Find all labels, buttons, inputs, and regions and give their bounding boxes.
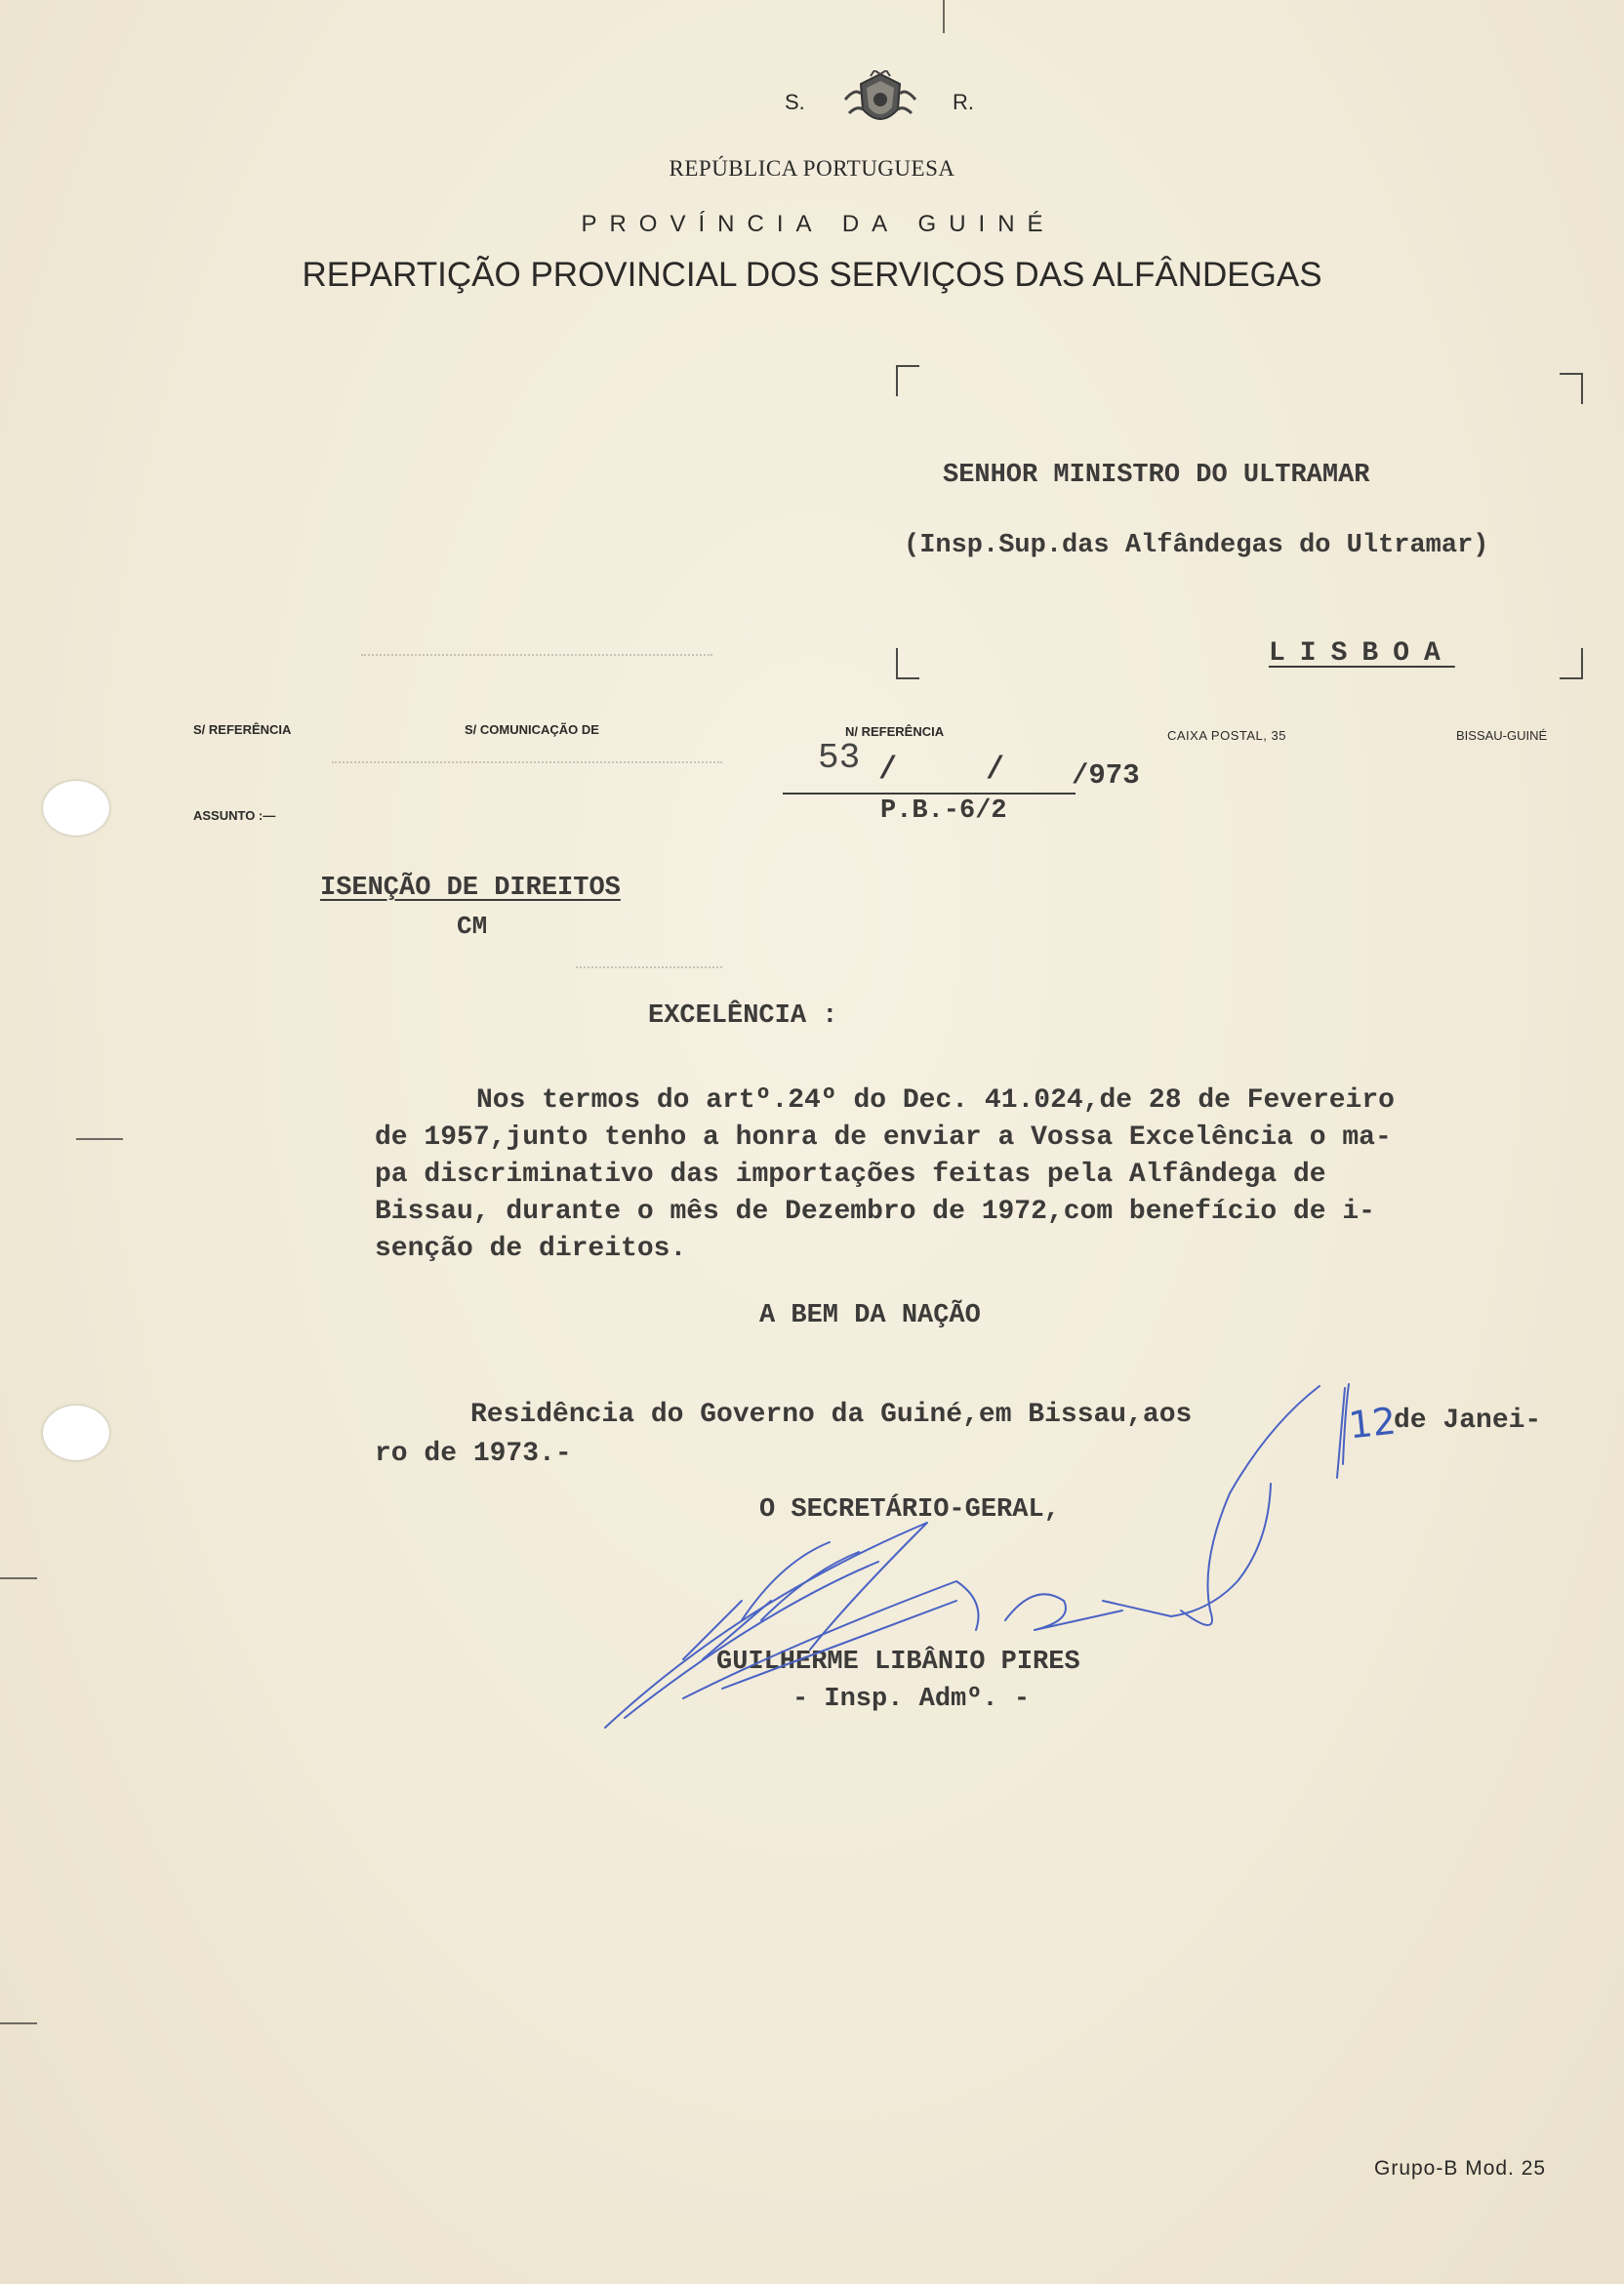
salutation: EXCELÊNCIA : bbox=[648, 1001, 838, 1031]
address-corner-bottom-left bbox=[896, 648, 919, 679]
signatory-position: - Insp. Admº. - bbox=[792, 1685, 1031, 1714]
fold-mark bbox=[943, 0, 945, 33]
label-caixa-postal: CAIXA POSTAL, 35 bbox=[1167, 728, 1286, 743]
header-r-letter: R. bbox=[953, 90, 974, 114]
body-line-3: pa discriminativo das importações feitas pela Alfândega de bbox=[375, 1160, 1326, 1190]
label-bissau-guine: BISSAU-GUINÉ bbox=[1456, 728, 1548, 743]
subject-line-1: ISENÇÃO DE DIREITOS bbox=[320, 874, 621, 903]
body-line-2: de 1957,junto tenho a honra de enviar a Vossa Excelência o ma- bbox=[375, 1122, 1392, 1153]
residence-line-2: ro de 1973.- bbox=[375, 1439, 572, 1469]
address-corner-top-left bbox=[896, 365, 919, 396]
fold-mark bbox=[0, 2022, 37, 2024]
punch-hole-lower bbox=[43, 1406, 109, 1460]
reference-slash-1: / bbox=[878, 752, 898, 788]
residence-line-1: Residência do Governo da Guiné,em Bissau,aos bbox=[470, 1400, 1193, 1430]
province-heading: PROVÍNCIA DA GUINÉ bbox=[581, 211, 1056, 237]
ghost-marks bbox=[576, 966, 722, 968]
form-code: Grupo-B Mod. 25 bbox=[1374, 2157, 1547, 2180]
coat-of-arms-icon bbox=[841, 70, 919, 133]
body-line-4: Bissau, durante o mês de Dezembro de 1972,com benefício de i- bbox=[375, 1197, 1375, 1227]
addressee-line-2: (Insp.Sup.das Alfândegas do Ultramar) bbox=[904, 531, 1489, 560]
residence-month: de Janei- bbox=[1394, 1406, 1542, 1436]
label-s-comunicacao: S/ COMUNICAÇÃO DE bbox=[465, 722, 599, 737]
ghost-marks bbox=[361, 654, 712, 656]
department-heading: REPARTIÇÃO PROVINCIAL DOS SERVIÇOS DAS ALFÂNDEGAS bbox=[302, 256, 1322, 294]
label-assunto: ASSUNTO :— bbox=[193, 808, 276, 823]
fold-mark bbox=[0, 1577, 37, 1579]
addressee-city: LISBOA bbox=[1269, 638, 1455, 669]
fold-mark bbox=[76, 1138, 123, 1140]
address-corner-bottom-right bbox=[1560, 648, 1583, 679]
reference-divider bbox=[783, 793, 1076, 795]
handwritten-day: 12 bbox=[1346, 1399, 1399, 1448]
body-line-1: Nos termos do artº.24º do Dec. 41.024,de 28 de Fevereiro bbox=[476, 1085, 1395, 1116]
ghost-marks bbox=[332, 761, 722, 763]
reference-number: 53 bbox=[818, 738, 861, 778]
address-corner-top-right bbox=[1560, 373, 1583, 404]
reference-process: P.B.-6/2 bbox=[880, 796, 1007, 826]
signatory-title: O SECRETÁRIO-GERAL, bbox=[759, 1495, 1060, 1525]
republic-heading: REPÚBLICA PORTUGUESA bbox=[669, 156, 955, 181]
reference-year: /973 bbox=[1072, 759, 1140, 792]
closing-motto: A BEM DA NAÇÃO bbox=[759, 1301, 981, 1330]
body-line-5: senção de direitos. bbox=[375, 1234, 687, 1264]
punch-hole-upper bbox=[43, 781, 109, 836]
addressee-line-1: SENHOR MINISTRO DO ULTRAMAR bbox=[943, 461, 1370, 490]
header-s-letter: S. bbox=[785, 90, 805, 114]
signatory-name: GUILHERME LIBÂNIO PIRES bbox=[716, 1648, 1080, 1677]
subject-line-2: CM bbox=[457, 912, 488, 941]
label-s-referencia: S/ REFERÊNCIA bbox=[193, 722, 292, 737]
reference-slash-2: / bbox=[986, 752, 1005, 788]
label-n-referencia: N/ REFERÊNCIA bbox=[845, 724, 945, 739]
